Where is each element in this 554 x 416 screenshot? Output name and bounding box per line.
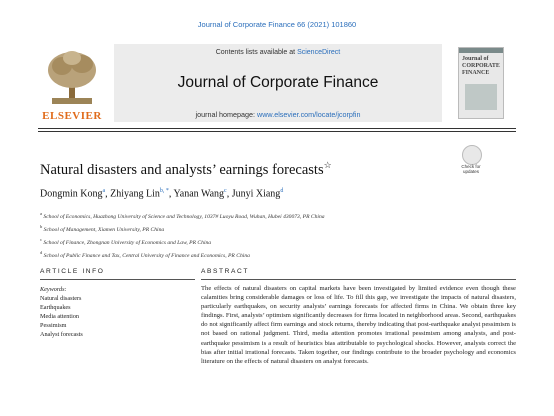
affiliation-text: School of Public Finance and Tax, Central University of Finance and Economics, PR China xyxy=(42,252,250,259)
homepage-prefix: journal homepage: xyxy=(195,110,258,119)
check-for-updates-badge[interactable] xyxy=(456,145,486,175)
affiliation-mark: b xyxy=(40,223,43,229)
author-name[interactable]: Dongmin Kong xyxy=(40,188,103,200)
cover-title: Journal of CORPORATE FINANCE xyxy=(462,56,500,76)
keyword-item: Natural disasters xyxy=(40,295,82,302)
author-affiliation-mark[interactable]: a xyxy=(102,188,106,194)
homepage-link[interactable]: www.elsevier.com/locate/jcorpfin xyxy=(257,110,361,119)
publisher-name: ELSEVIER xyxy=(42,110,102,122)
abstract-text: The effects of natural disasters on capital markets have been investigated by limited evidence even though these calamities bring considerable damages or loss of life. To fill this gap, we investigate the impacts of natural disasters, particularly earthquakes, on security analysts’ earnings forecasts for affected firms in China. We obtain three key findings. First, analysts’ optimism significantly decreases for firms located in neighborhood areas. Second, earthquakes do not significantly affect firm earnings and stock returns, thereby indicating that post-earthquake analyst pessimism is not based on rational judgment. Third, media attention promotes irrational pessimism among analysts, and post-earthquake pessimism is a result of heuristics bias attributable to psychological shocks. However, analysts correct the bias after initial irrational forecasts. Taken together, our findings contribute to the broader psychology and economics literature on the effects of natural disasters on analyst forecasts. xyxy=(201,285,516,365)
affiliation-mark: c xyxy=(40,236,42,242)
elsevier-logo xyxy=(38,44,106,124)
cover-image xyxy=(465,84,497,110)
author-name[interactable]: Yanan Wang xyxy=(173,188,225,200)
contents-line xyxy=(114,49,442,56)
author-affiliation-mark[interactable]: c xyxy=(224,188,227,194)
affiliation-item xyxy=(40,248,325,261)
affiliation-mark: a xyxy=(40,211,42,216)
journal-cover-thumbnail xyxy=(458,47,504,119)
affiliation-text: School of Economics, Huazhong University of Science and Technology, 1037# Luoyu Road, Wuhan, Hubei 430073, PR China xyxy=(42,213,325,220)
article-info-rule xyxy=(40,279,195,280)
title-footnote-mark[interactable]: ☆ xyxy=(323,160,332,170)
author-name[interactable]: Zhiyang Lin xyxy=(110,188,160,200)
author-separator: , xyxy=(105,188,111,200)
keyword-item: Earthquakes xyxy=(40,304,71,311)
author-affiliation-mark[interactable]: d xyxy=(280,188,284,194)
article-info-heading: ARTICLE INFO xyxy=(40,268,105,275)
contents-prefix: Contents lists available at xyxy=(215,49,298,56)
check-updates-label: Check for updates xyxy=(461,164,481,174)
header-rule-thin xyxy=(38,131,516,132)
affiliation-item xyxy=(40,222,325,235)
journal-citation[interactable]: Journal of Corporate Finance 66 (2021) 101860 xyxy=(197,20,357,29)
affiliation-text: School of Management, Xiamen University, PR China xyxy=(42,226,165,233)
paper-title-text: Natural disasters and analysts’ earnings forecasts xyxy=(40,161,324,178)
journal-title: Journal of Corporate Finance xyxy=(177,74,379,91)
keyword-item: Media attention xyxy=(40,313,80,320)
author-affiliation-mark[interactable]: b, * xyxy=(159,188,169,194)
journal-masthead xyxy=(38,44,526,124)
affiliation-mark: d xyxy=(40,249,43,255)
affiliation-list xyxy=(40,209,325,260)
header-rule xyxy=(38,128,516,129)
cover-bar xyxy=(459,48,503,53)
affiliation-item xyxy=(40,235,325,248)
author-list xyxy=(40,188,283,199)
keyword-item: Pessimism xyxy=(40,322,67,329)
sciencedirect-link[interactable]: ScienceDirect xyxy=(297,49,341,56)
keywords-label: Keywords: xyxy=(40,286,67,293)
keyword-list xyxy=(40,294,83,339)
affiliation-text: School of Finance, Zhongnan University of Economics and Law, PR China xyxy=(42,239,212,246)
author-separator: , xyxy=(168,188,174,200)
keyword-item: Analyst forecasts xyxy=(40,331,83,338)
author-name[interactable]: Junyi Xiang xyxy=(231,188,281,200)
abstract-rule xyxy=(201,279,516,280)
author-separator: , xyxy=(226,188,232,200)
elsevier-tree-icon xyxy=(44,48,100,106)
affiliation-item xyxy=(40,209,325,222)
abstract-heading: ABSTRACT xyxy=(201,268,249,275)
keywords-block xyxy=(40,285,83,339)
journal-header-box xyxy=(114,44,442,122)
check-updates-icon xyxy=(462,145,482,165)
homepage-line xyxy=(114,110,442,119)
paper-title xyxy=(40,160,332,179)
